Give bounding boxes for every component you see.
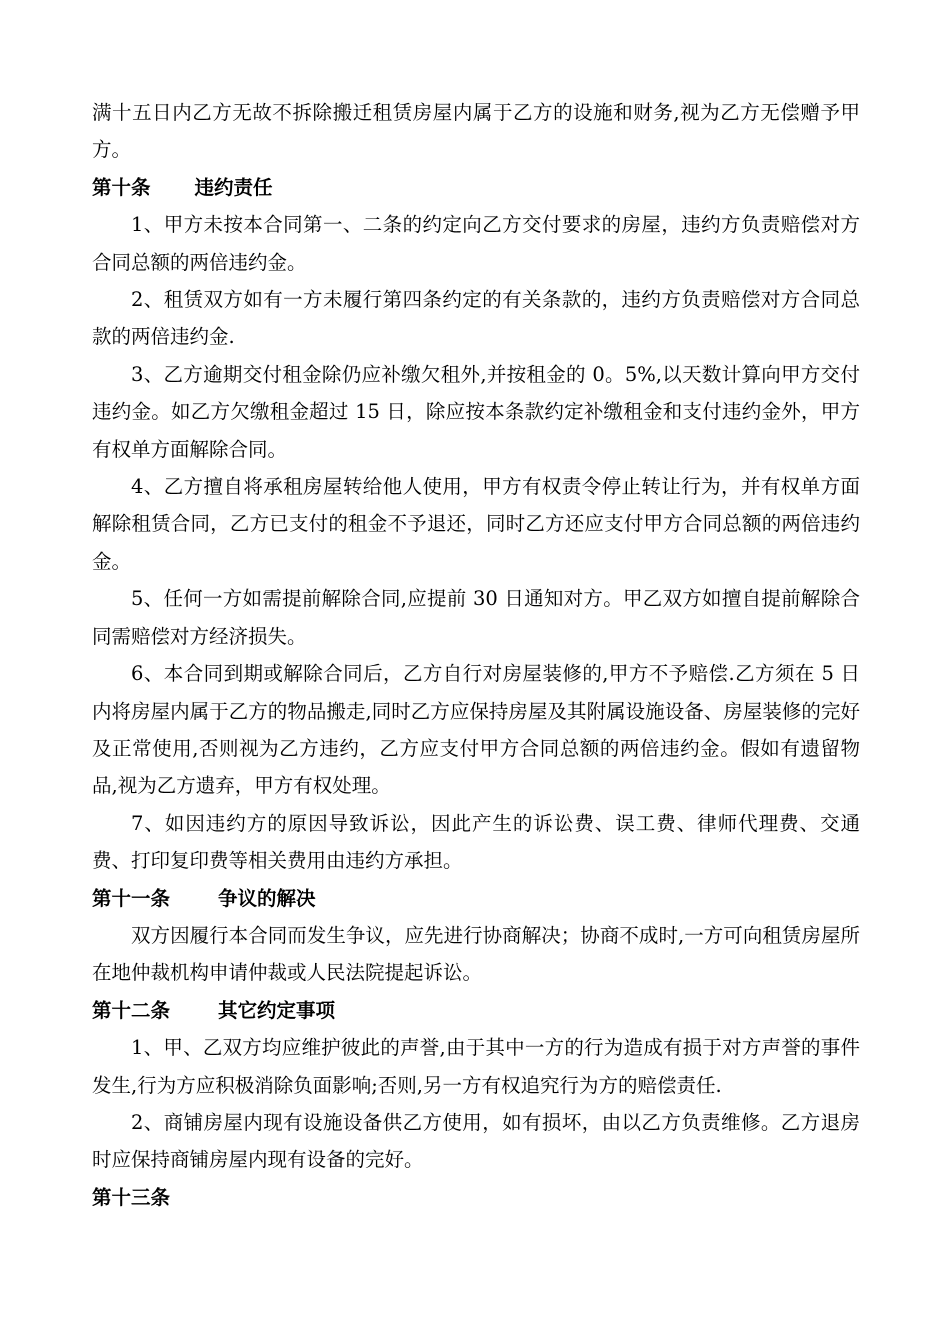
section-title: 争议的解决 — [218, 886, 316, 910]
clause-paragraph: 1、甲、乙双方均应维护彼此的声誉,由于其中一方的行为造成有损于对方声誉的事件发生,行为方应积极消除负面影响;否则,另一方有权追究行为方的赔偿责任. — [92, 1036, 860, 1097]
continuation-paragraph: 满十五日内乙方无故不拆除搬迁租赁房屋内属于乙方的设施和财务,视为乙方无偿赠予甲方。 — [92, 101, 860, 162]
clause-paragraph: 6、本合同到期或解除合同后，乙方自行对房屋装修的,甲方不予赔偿.乙方须在 5 日内将房屋内属于乙方的物品搬走,同时乙方应保持房屋及其附属设施设备、房屋装修的完好及正常使用,否则视为乙方违约，乙方应支付甲方合同总额的两倍违约金。假如有遗留物品,视为乙方遗弃，甲方有权处理。 — [92, 662, 860, 798]
document-page — [92, 94, 860, 1216]
section-number: 第十条 — [92, 175, 151, 199]
clause-paragraph: 4、乙方擅自将承租房屋转给他人使用，甲方有权责令停止转让行为，并有权单方面解除租赁合同，乙方已支付的租金不予退还，同时乙方还应支付甲方合同总额的两倍违约金。 — [92, 475, 860, 573]
clause-paragraph: 3、乙方逾期交付租金除仍应补缴欠租外,并按租金的 0。5%,以天数计算向甲方交付违约金。如乙方欠缴租金超过 15 日，除应按本条款约定补缴租金和支付违约金外，甲方有权单方面解除合同。 — [92, 362, 860, 461]
clause-paragraph: 双方因履行本合同而发生争议，应先进行协商解决；协商不成时,一方可向租赁房屋所在地仲裁机构申请仲裁或人民法院提起诉讼。 — [92, 923, 860, 985]
section-heading — [92, 169, 860, 206]
section-number: 第十一条 — [92, 886, 171, 910]
section-title: 违约责任 — [194, 175, 273, 199]
section-heading — [92, 880, 860, 917]
clause-paragraph: 2、商铺房屋内现有设施设备供乙方使用，如有损坏，由以乙方负责维修。乙方退房时应保持商铺房屋内现有设备的完好。 — [92, 1110, 860, 1172]
section-number: 第十二条 — [92, 998, 171, 1022]
section-article-11 — [92, 880, 860, 992]
section-heading — [92, 992, 860, 1029]
section-article-10 — [92, 169, 860, 880]
section-heading — [92, 1179, 860, 1216]
section-article-12 — [92, 992, 860, 1179]
clause-paragraph: 2、租赁双方如有一方未履行第四条约定的有关条款的，违约方负责赔偿对方合同总款的两倍违约金. — [92, 288, 860, 349]
clause-paragraph: 7、如因违约方的原因导致诉讼，因此产生的诉讼费、误工费、律师代理费、交通费、打印复印费等相关费用由违约方承担。 — [92, 811, 860, 873]
clause-paragraph: 5、任何一方如需提前解除合同,应提前 30 日通知对方。甲乙双方如擅自提前解除合同需赔偿对方经济损失。 — [92, 587, 860, 648]
section-title: 其它约定事项 — [218, 998, 336, 1022]
section-article-13 — [92, 1179, 860, 1216]
clause-paragraph: 1、甲方未按本合同第一、二条的约定向乙方交付要求的房屋，违约方负责赔偿对方合同总额的两倍违约金。 — [92, 213, 860, 274]
section-number: 第十三条 — [92, 1185, 171, 1209]
